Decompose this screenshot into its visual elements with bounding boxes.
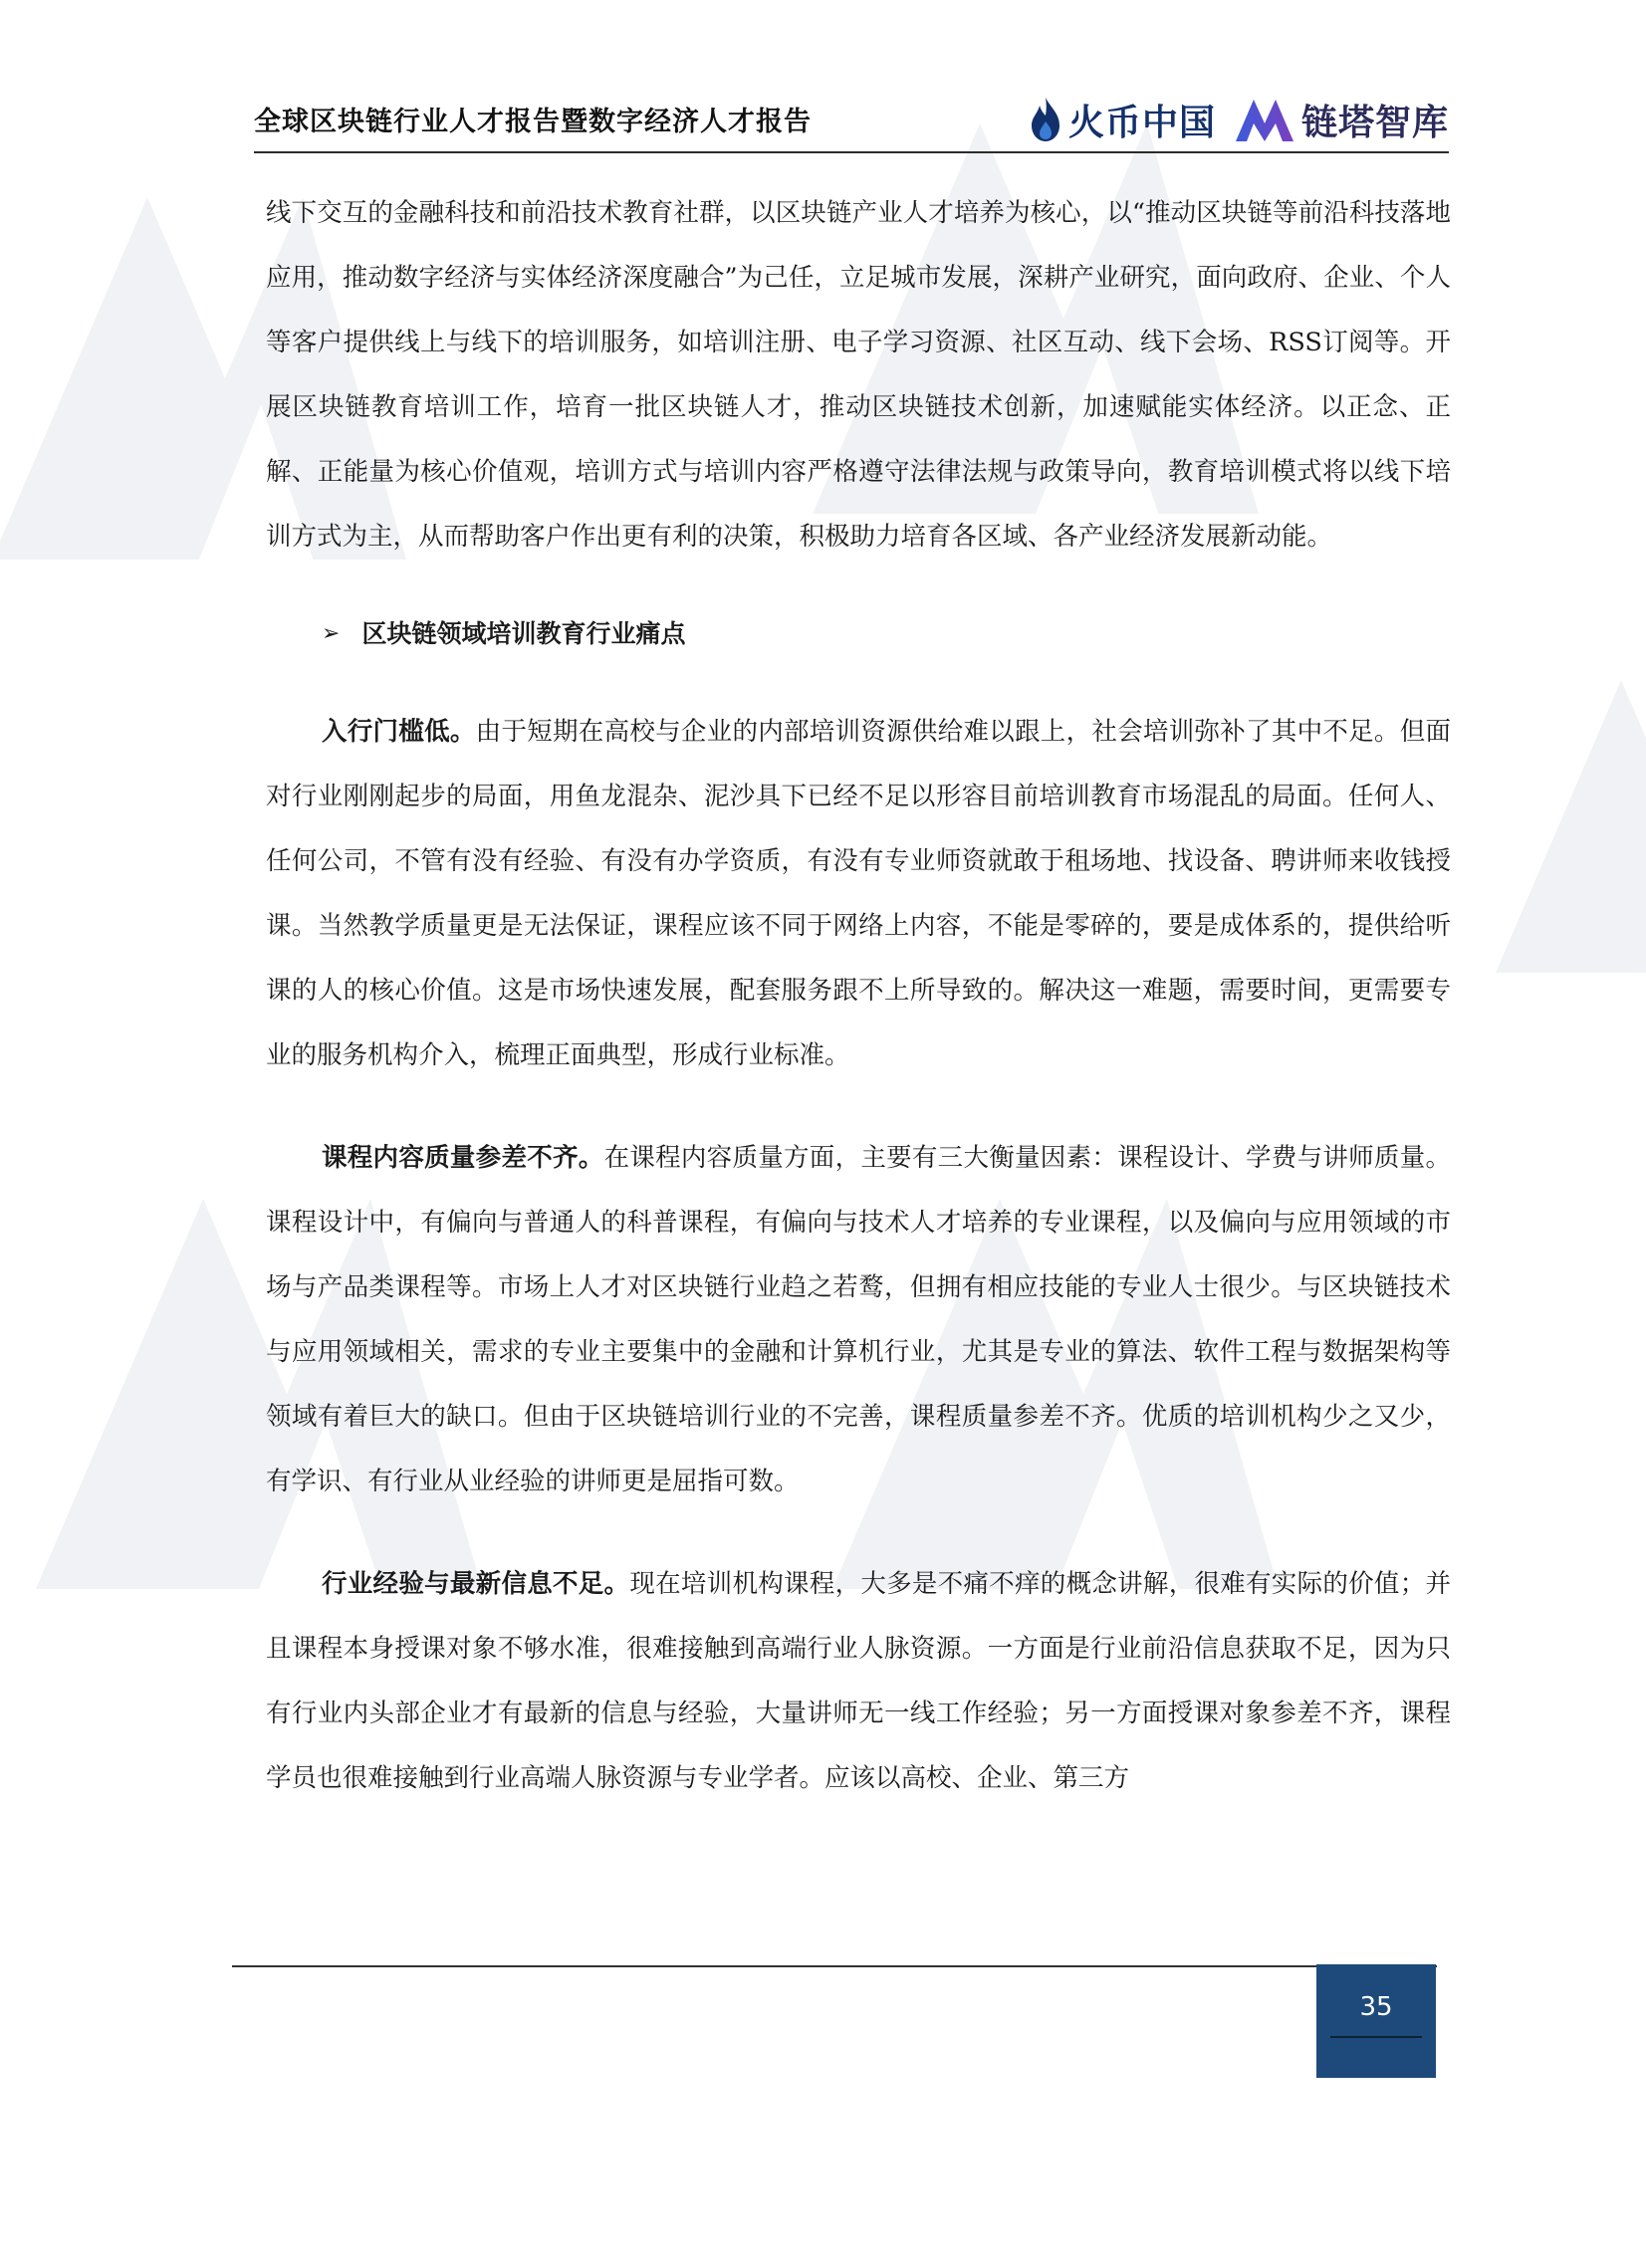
paragraph-text: 在课程内容质量方面，主要有三大衡量因素：课程设计、学费与讲师质量。课程设计中，有偏向与普通人的科普课程，有偏向与技术人才培养的专业课程，以及偏向与应用领域的市场与产品类课程等。市场上人才对区块链行业趋之若鹜，但拥有相应技能的专业人士很少。与区块链技术与应用领域相关，需求的专业主要集中的金融和计算机行业，尤其是专业的算法、软件工程与数据架构等领域有着巨大的缺口。但由于区块链培训行业的不完善，课程质量参差不齐。优质的培训机构少之又少，有学识、有行业从业经验的讲师更是屈指可数。 <box>266 1143 1451 1496</box>
main-content <box>266 181 1451 1811</box>
liantan-logo-text: 链塔智库 <box>1300 102 1449 143</box>
paragraph-entry-barrier <box>266 700 1451 1088</box>
liantan-mark-icon <box>1234 96 1295 143</box>
paragraph-text: 由于短期在高校与企业的内部培训资源供给难以跟上，社会培训弥补了其中不足。但面对行业刚刚起步的局面，用鱼龙混杂、泥沙具下已经不足以形容目前培训教育市场混乱的局面。任何人、任何公司，不管有没有经验、有没有办学资质，有没有专业师资就敢于租场地、找设备、聘讲师来收钱授课。当然教学质量更是无法保证，课程应该不同于网络上内容，不能是零碎的，要是成体系的，提供给听课的人的核心价值。这是市场快速发展，配套服务跟不上所导致的。解决这一难题，需要时间，更需要专业的服务机构介入，梳理正面典型，形成行业标准。 <box>266 717 1451 1070</box>
section-heading-text: 区块链领域培训教育行业痛点 <box>361 619 686 648</box>
arrow-bullet-icon: ➢ <box>322 621 341 646</box>
paragraph-industry-experience <box>266 1552 1451 1811</box>
page-number: 35 <box>1359 1992 1393 2022</box>
liantan-logo <box>1234 95 1449 145</box>
footer-rule <box>232 1965 1437 1967</box>
page-number-box <box>1316 1964 1436 2078</box>
watermark-logo-icon <box>1454 617 1646 1035</box>
report-title: 全球区块链行业人才报告暨数字经济人才报告 <box>254 107 812 137</box>
huobi-logo <box>1029 95 1216 145</box>
paragraph-lead: 课程内容质量参差不齐。 <box>322 1143 604 1173</box>
header-logos <box>1029 92 1449 147</box>
paragraph-text: 现在培训机构课程，大多是不痛不痒的概念讲解，很难有实际的价值；并且课程本身授课对象不够水准，很难接触到高端行业人脉资源。一方面是行业前沿信息获取不足，因为只有行业内头部企业才有最新的信息与经验，大量讲师无一线工作经验；另一方面授课对象参差不齐，课程学员也很难接触到行业高端人脉资源与专业学者。应该以高校、企业、第三方 <box>266 1569 1451 1793</box>
paragraph-lead: 行业经验与最新信息不足。 <box>322 1569 630 1599</box>
page-number-underline <box>1330 2036 1422 2038</box>
paragraph-course-quality <box>266 1126 1451 1514</box>
section-heading <box>266 601 1451 666</box>
paragraph-lead: 入行门槛低。 <box>322 717 476 747</box>
huobi-logo-text: 火币中国 <box>1067 102 1216 143</box>
intro-paragraph: 线下交互的金融科技和前沿技术教育社群，以区块链产业人才培养为核心，以“推动区块链等前沿科技落地应用，推动数字经济与实体经济深度融合”为己任，立足城市发展，深耕产业研究，面向政府、企业、个人等客户提供线上与线下的培训服务，如培训注册、电子学习资源、社区互动、线下会场、RSS订阅等。开展区块链教育培训工作，培育一批区块链人才，推动区块链技术创新，加速赋能实体经济。以正念、正解、正能量为核心价值观，培训方式与培训内容严格遵守法律法规与政策导向，教育培训模式将以线下培训方式为主，从而帮助客户作出更有利的决策，积极助力培育各区域、各产业经济发展新动能。 <box>266 198 1451 552</box>
flame-icon <box>1029 96 1062 143</box>
page-header <box>254 92 1449 153</box>
